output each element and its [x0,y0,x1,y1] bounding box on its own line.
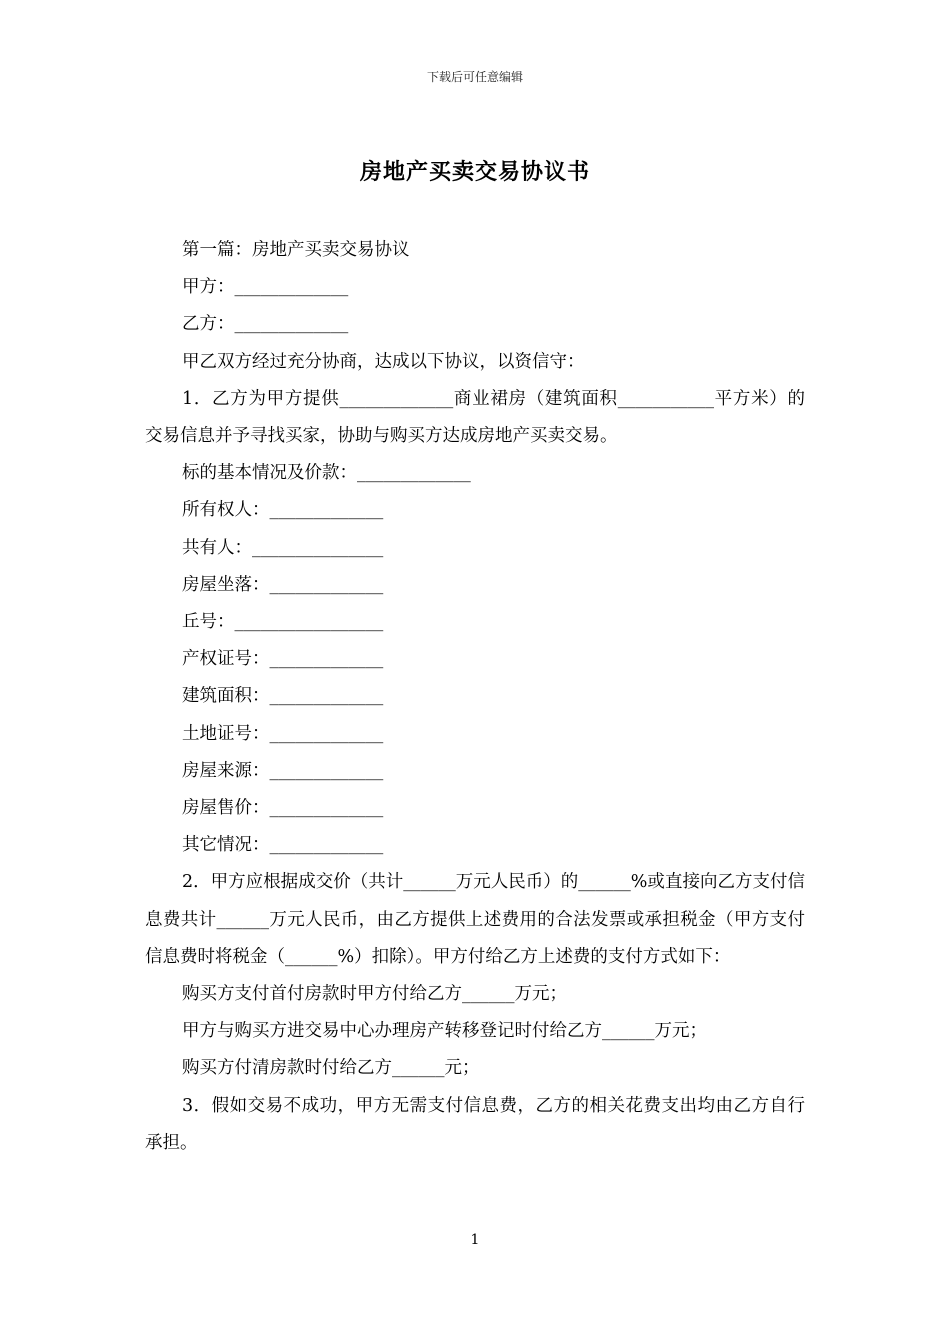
header-note: 下载后可任意编辑 [426,70,523,84]
paragraph-preamble: 甲乙双方经过充分协商，达成以下协议，以资信守： [182,351,585,372]
paragraph-payment-1: 购买方支付首付房款时甲方付给乙方______万元； [182,984,567,1005]
paragraph-sale-price: 房屋售价：_____________ [182,798,384,819]
paragraph-location: 房屋坐落：_____________ [182,574,384,595]
paragraph-party-a: 甲方：_____________ [182,277,349,298]
paragraph-owner: 所有权人：_____________ [182,500,384,521]
paragraph-source: 房屋来源：_____________ [182,760,384,781]
paragraph-section-heading: 第一篇：房地产买卖交易协议 [182,240,410,260]
paragraph-payment-3: 购买方付清房款时付给乙方______元； [182,1058,480,1079]
paragraph-floor-area: 建筑面积：_____________ [182,686,384,707]
paragraph-payment-2: 甲方与购买方进交易中心办理房产转移登记时付给乙方______万元； [182,1021,707,1042]
document-body [145,232,805,1162]
paragraph-other: 其它情况：_____________ [182,835,384,856]
document-title: 房地产买卖交易协议书 [359,159,590,185]
paragraph-land-cert: 土地证号：_____________ [182,723,384,744]
paragraph-clause-3: 3．假如交易不成功，甲方无需支付信息费，乙方的相关花费支出均由乙方自行承担。 [145,1095,805,1153]
paragraph-subject-price: 标的基本情况及价款：_____________ [182,463,471,484]
paragraph-clause-1: 1．乙方为甲方提供_____________商业裙房（建筑面积___________平方米）的交易信息并予寻找买家，协助与购买方达成房地产买卖交易。 [145,388,805,447]
paragraph-party-b: 乙方：_____________ [182,314,349,335]
page-number: 1 [470,1232,480,1248]
paragraph-lot-number: 丘号：_________________ [182,612,384,633]
paragraph-co-owner: 共有人：_______________ [182,537,384,558]
paragraph-title-cert: 产权证号：_____________ [182,649,384,670]
paragraph-clause-2: 2．甲方应根据成交价（共计______万元人民币）的______%或直接向乙方支付信息费共计______万元人民币，由乙方提供上述费用的合法发票或承担税金（甲方支付信息费时将税金（______%）扣除）。甲方付给乙方上述费的支付方式如下： [145,872,805,967]
